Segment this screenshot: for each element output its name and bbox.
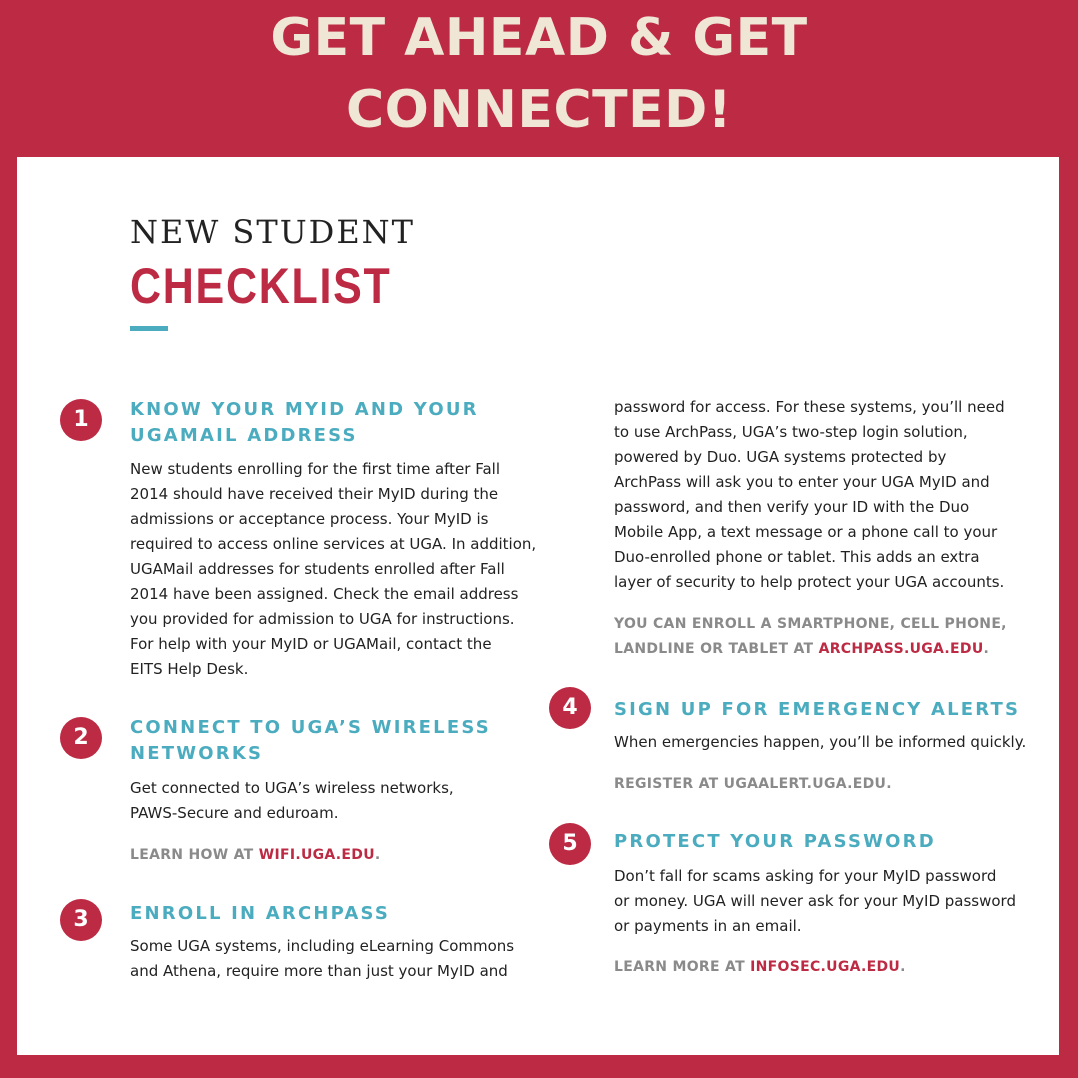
wifi-link[interactable]: WIFI.UGA.EDU <box>258 847 375 863</box>
checklist-subtitle: NEW STUDENT <box>130 213 416 251</box>
checklist-card <box>17 157 1059 1055</box>
step-3-note-line-1: YOU CAN ENROLL A SMARTPHONE, CELL PHONE, <box>614 616 1007 632</box>
step-2-badge: 2 <box>60 717 102 759</box>
body-line: For help with your MyID or UGAMail, contact the <box>130 635 492 653</box>
body-line: to use ArchPass, UGA’s two-step login solution, <box>614 423 968 441</box>
step-5-badge: 5 <box>549 823 591 865</box>
body-line: password, and then verify your ID with the Duo <box>614 498 970 516</box>
step-2-title <box>130 715 491 767</box>
step-5-link-suffix: . <box>900 959 906 975</box>
step-1-title <box>130 397 479 449</box>
body-line: or money. UGA will never ask for your MyID password <box>614 892 1016 910</box>
banner <box>0 0 1078 157</box>
body-line: layer of security to help protect your UGA accounts. <box>614 573 1005 591</box>
step-1-badge: 1 <box>60 399 102 441</box>
body-line: ArchPass will ask you to enter your UGA MyID and <box>614 473 990 491</box>
body-line: Don’t fall for scams asking for your MyID password <box>614 867 997 885</box>
step-1-title-line-1: KNOW YOUR MYID AND YOUR <box>130 399 479 420</box>
body-line: password for access. For these systems, you’ll need <box>614 398 1005 416</box>
step-4-badge: 4 <box>549 687 591 729</box>
step-3-body-continued <box>614 395 1005 595</box>
step-5-body <box>614 864 1016 939</box>
checklist-title: CHECKLIST <box>130 258 392 314</box>
archpass-link[interactable]: ARCHPASS.UGA.EDU <box>818 641 984 657</box>
step-3-title: ENROLL IN ARCHPASS <box>130 903 391 924</box>
step-4-body <box>614 730 1026 755</box>
infosec-link[interactable]: INFOSEC.UGA.EDU <box>750 959 901 975</box>
body-line: 2014 have been assigned. Check the email address <box>130 585 519 603</box>
step-2-link-prefix: LEARN HOW AT <box>130 847 259 863</box>
step-4-register: REGISTER AT UGAALERT.UGA.EDU. <box>614 776 892 792</box>
step-1-title-line-2: UGAMAIL ADDRESS <box>130 425 358 446</box>
step-5-link-line <box>614 955 906 980</box>
step-2-body <box>130 776 454 826</box>
step-3-note-prefix: LANDLINE OR TABLET AT <box>614 641 819 657</box>
body-line: PAWS-Secure and eduroam. <box>130 804 339 822</box>
step-3-note <box>614 612 1007 662</box>
body-line: When emergencies happen, you’ll be informed quickly. <box>614 733 1027 751</box>
body-line: Mobile App, a text message or a phone call to your <box>614 523 998 541</box>
body-line: or payments in an email. <box>614 917 802 935</box>
step-3-badge: 3 <box>60 899 102 941</box>
banner-title-line-1: GET AHEAD & GET <box>270 8 808 68</box>
body-line: you provided for admission to UGA for instructions. <box>130 610 515 628</box>
step-2-title-line-2: NETWORKS <box>130 743 264 764</box>
step-2-title-line-1: CONNECT TO UGA’S WIRELESS <box>130 717 491 738</box>
body-line: Some UGA systems, including eLearning Commons <box>130 937 515 955</box>
step-3-note-line-2 <box>614 637 1007 662</box>
step-5-title: PROTECT YOUR PASSWORD <box>614 831 936 852</box>
body-line: powered by Duo. UGA systems protected by <box>614 448 947 466</box>
title-underline <box>130 326 168 331</box>
step-4-title: SIGN UP FOR EMERGENCY ALERTS <box>614 699 1021 720</box>
body-line: Get connected to UGA’s wireless networks, <box>130 779 454 797</box>
body-line: EITS Help Desk. <box>130 660 249 678</box>
step-3-note-suffix: . <box>983 641 990 657</box>
body-line: UGAMail addresses for students enrolled after Fall <box>130 560 505 578</box>
step-3-body <box>130 934 514 984</box>
step-5-link-prefix: LEARN MORE AT <box>614 959 751 975</box>
body-line: admissions or acceptance process. Your MyID is <box>130 510 489 528</box>
body-line: New students enrolling for the first time after Fall <box>130 460 501 478</box>
body-line: 2014 should have received their MyID during the <box>130 485 499 503</box>
body-line: required to access online services at UGA. In addition, <box>130 535 537 553</box>
step-2-link-suffix: . <box>374 847 381 863</box>
body-line: Duo-enrolled phone or tablet. This adds an extra <box>614 548 980 566</box>
banner-title-line-2: CONNECTED! <box>346 80 732 140</box>
step-1-body <box>130 457 536 682</box>
body-line: and Athena, require more than just your MyID and <box>130 962 508 980</box>
step-2-link-line <box>130 843 381 868</box>
